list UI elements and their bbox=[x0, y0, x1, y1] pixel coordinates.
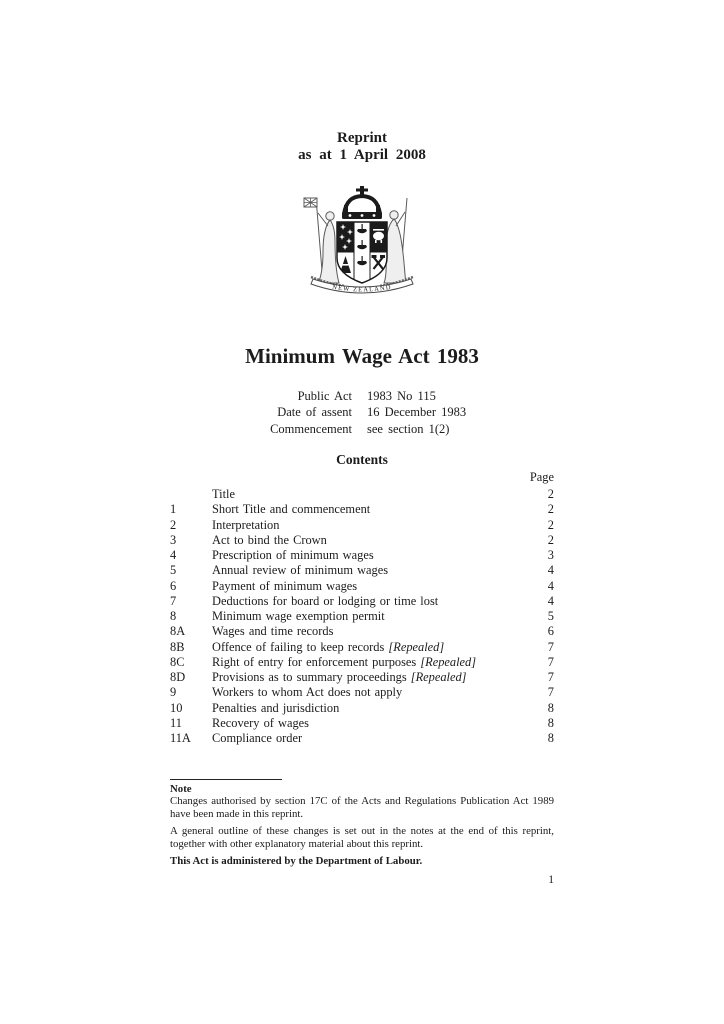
section-page-number: 2 bbox=[547, 532, 554, 547]
section-number: 10 bbox=[170, 700, 183, 715]
metadata-label: Public Act bbox=[297, 389, 352, 403]
reprint-label: Reprint bbox=[337, 130, 387, 146]
contents-entry bbox=[170, 670, 554, 685]
metadata-value: see section 1(2) bbox=[367, 421, 450, 436]
contents-entry bbox=[170, 609, 554, 624]
section-number: 7 bbox=[170, 593, 177, 608]
section-page-number: 2 bbox=[547, 487, 554, 501]
note-heading: Note bbox=[170, 783, 192, 795]
contents-entry bbox=[170, 533, 554, 548]
footnote-rule bbox=[170, 779, 282, 780]
scroll-text: NEW ZEALAND bbox=[331, 283, 393, 294]
note-paragraph-1: Changes authorised by section 17C of the Acts and Regulations Publication Act 1989 have been made in this reprint. bbox=[170, 795, 554, 820]
contents-entry bbox=[170, 594, 554, 609]
section-number: 8C bbox=[170, 654, 185, 669]
section-number: 2 bbox=[170, 517, 177, 532]
nz-coat-of-arms bbox=[170, 186, 554, 298]
reprint-date: as at 1 April 2008 bbox=[298, 147, 426, 163]
section-number: 11 bbox=[170, 715, 182, 730]
section-page-number: 2 bbox=[547, 517, 554, 532]
page-number: 1 bbox=[548, 874, 554, 886]
contents-entry bbox=[170, 518, 554, 533]
section-title: Compliance order bbox=[212, 731, 303, 745]
svg-text:NEW ZEALAND bbox=[332, 284, 393, 294]
contents-entry bbox=[170, 487, 554, 502]
contents-entry bbox=[170, 685, 554, 700]
section-page-number: 4 bbox=[547, 563, 554, 578]
contents-heading: Contents bbox=[336, 452, 388, 467]
section-title: Interpretation bbox=[212, 517, 280, 532]
metadata-value: 16 December 1983 bbox=[367, 405, 467, 420]
section-title: Prescription of minimum wages bbox=[212, 548, 374, 562]
act-title: Minimum Wage Act 1983 bbox=[245, 344, 479, 368]
contents-entry bbox=[170, 579, 554, 594]
section-number: 6 bbox=[170, 578, 177, 593]
section-title: Short Title and commencement bbox=[212, 502, 371, 517]
metadata-label: Commencement bbox=[270, 421, 352, 436]
section-title: Recovery of wages bbox=[212, 715, 309, 730]
contents-entry bbox=[170, 563, 554, 578]
section-number: 3 bbox=[170, 532, 177, 547]
section-page-number: 8 bbox=[547, 700, 554, 715]
section-title: Act to bind the Crown bbox=[212, 532, 327, 547]
section-number: 1 bbox=[170, 502, 177, 517]
contents-entry bbox=[170, 701, 554, 716]
section-number: 8B bbox=[170, 639, 185, 654]
metadata-row bbox=[170, 388, 554, 404]
section-title: Wages and time records bbox=[212, 624, 334, 639]
zealandia-supporter bbox=[304, 198, 339, 283]
section-number: 4 bbox=[170, 548, 177, 562]
repealed-flag: [Repealed] bbox=[384, 639, 445, 654]
metadata-row bbox=[170, 421, 554, 437]
contents-entry bbox=[170, 502, 554, 517]
section-title: Offence of failing to keep records [Repealed] bbox=[212, 639, 445, 654]
section-page-number: 7 bbox=[547, 654, 554, 669]
act-metadata bbox=[170, 388, 554, 437]
contents-entry bbox=[170, 716, 554, 731]
section-number: 8 bbox=[170, 609, 177, 623]
reprint-header bbox=[170, 130, 554, 164]
section-page-number: 5 bbox=[547, 609, 554, 623]
section-number bbox=[170, 487, 212, 502]
repealed-flag: [Repealed] bbox=[406, 670, 467, 684]
metadata-label: Date of assent bbox=[277, 405, 352, 420]
section-page-number: 7 bbox=[547, 639, 554, 654]
section-page-number: 2 bbox=[547, 502, 554, 517]
section-title: Deductions for board or lodging or time lost bbox=[212, 593, 439, 608]
section-title: Minimum wage exemption permit bbox=[212, 609, 385, 623]
section-number: 9 bbox=[170, 685, 177, 700]
section-page-number: 4 bbox=[547, 578, 554, 593]
contents-entry bbox=[170, 655, 554, 670]
nz-coat-of-arms-graphic bbox=[299, 186, 425, 298]
section-number: 8A bbox=[170, 624, 186, 639]
section-page-number: 7 bbox=[547, 670, 554, 684]
section-title: Title bbox=[212, 487, 235, 501]
section-number: 5 bbox=[170, 563, 177, 578]
contents-entry bbox=[170, 731, 554, 746]
section-page-number: 4 bbox=[547, 593, 554, 608]
section-title: Penalties and jurisdiction bbox=[212, 700, 340, 715]
section-number: 8D bbox=[170, 670, 186, 684]
section-title: Right of entry for enforcement purposes [Repealed] bbox=[212, 654, 477, 669]
section-page-number: 7 bbox=[547, 685, 554, 700]
shield bbox=[337, 222, 387, 284]
section-title: Annual review of minimum wages bbox=[212, 563, 389, 578]
repealed-flag: [Repealed] bbox=[416, 654, 477, 669]
page-column-label: Page bbox=[529, 470, 554, 484]
section-title: Workers to whom Act does not apply bbox=[212, 685, 403, 700]
contents-entry bbox=[170, 640, 554, 655]
contents-entry bbox=[170, 624, 554, 639]
section-number: 11A bbox=[170, 731, 191, 745]
metadata-value: 1983 No 115 bbox=[367, 389, 436, 403]
section-page-number: 3 bbox=[547, 548, 554, 562]
crown bbox=[342, 186, 382, 219]
contents-entries bbox=[170, 487, 554, 746]
section-title: Payment of minimum wages bbox=[212, 578, 358, 593]
section-page-number: 8 bbox=[547, 731, 554, 745]
note-section bbox=[170, 779, 554, 867]
section-page-number: 6 bbox=[547, 624, 554, 639]
administered-by: This Act is administered by the Department of Labour. bbox=[170, 855, 423, 868]
section-title: Provisions as to summary proceedings [Repealed] bbox=[212, 670, 467, 684]
contents-entry bbox=[170, 548, 554, 563]
section-page-number: 8 bbox=[547, 715, 554, 730]
note-paragraph-2: A general outline of these changes is set out in the notes at the end of this reprint, together with other explanatory material about this reprint. bbox=[170, 825, 554, 850]
metadata-row bbox=[170, 404, 554, 420]
